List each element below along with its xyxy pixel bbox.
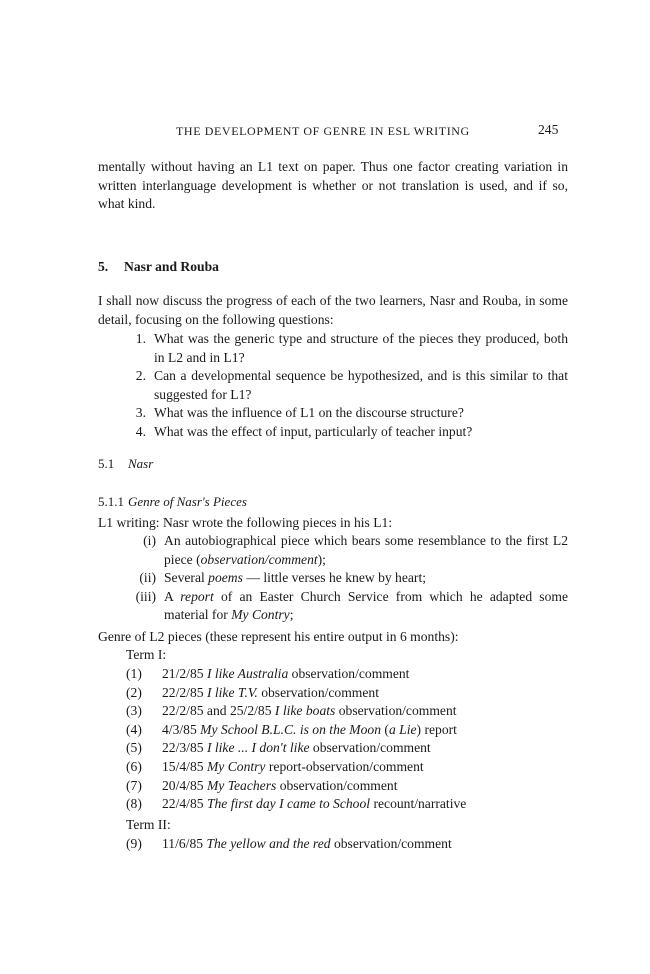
item-text: What was the influence of L1 on the discourse structure? [154,405,464,421]
piece-title: My Teachers [206,777,277,793]
item-number: (ii) [139,570,156,586]
section-number: 5.1.1 [98,494,124,509]
piece-note: a Lie [388,721,417,737]
piece-genre: observation/comment [291,666,410,681]
item-number: 1. [135,331,146,346]
list-item [126,665,566,684]
piece-title: My School B.L.C. is on the Moon [200,721,382,737]
piece-title: I like T.V. [206,684,258,700]
list-item [118,367,568,404]
list-item [120,588,568,625]
item-number: (1) [126,666,142,681]
emphasis: poems [208,570,243,586]
list-item [126,739,566,758]
section-5-paragraph: I shall now discuss the progress of each of the two learners, Nasr and Rouba, in some detail, focusing on the following questions: [98,293,568,327]
page-number: 245 [538,122,559,137]
piece-date: 22/3/85 [162,740,204,756]
item-text [164,588,568,625]
list-item [126,721,566,740]
item-number: (9) [126,836,142,851]
section-5-heading [98,259,219,275]
text: Several [164,570,209,586]
section-5-1-1-heading [98,494,247,510]
term-1-label: Term I: [126,647,167,662]
text: ; [289,607,294,623]
item-number: 2. [135,368,146,384]
item-text [162,795,566,814]
question-list [118,330,568,442]
piece-genre: report [424,721,457,737]
item-number: (7) [126,777,142,793]
text: An autobiographical piece which bears some resemblance to the first L2 piece ( [164,533,568,567]
item-number: (2) [126,684,142,700]
section-number: 5.1 [98,456,115,471]
piece-title: I like Australia [206,666,289,681]
item-number: (6) [126,758,142,774]
piece-date: 4/3/85 [162,721,197,737]
item-text [162,758,566,777]
piece-genre: observation/comment [279,777,398,793]
list-item [126,777,566,796]
item-text [162,665,566,684]
term-2-label: Term II: [126,817,171,832]
item-number: (i) [143,533,156,548]
item-text [162,684,566,703]
piece-date: 22/2/85 and 25/2/85 [162,703,272,719]
section-5-1-heading [98,456,153,472]
list-item [118,330,568,367]
piece-genre: observation/comment [261,684,379,700]
item-text: Can a developmental sequence be hypothesized, and is this similar to that suggested for L1? [154,368,568,402]
text: — little verses he knew by heart; [242,570,427,586]
item-number: (4) [126,721,142,737]
item-number: 4. [135,423,146,439]
list-item [126,758,566,777]
piece-date: 21/2/85 [162,666,204,681]
l1-intro: L1 writing: Nasr wrote the following pieces in his L1: [98,515,393,530]
piece-date: 15/4/85 [162,758,204,774]
item-number: (3) [126,703,142,719]
piece-genre: observation/comment [312,740,431,756]
item-text: What was the effect of input, particularly of teacher input? [154,423,473,439]
l2-intro: Genre of L2 pieces (these represent his entire output in 6 months): [98,629,459,644]
text: of an Easter Church Service from which he adapted some material for [164,588,568,623]
section-title: Genre of Nasr's Pieces [128,494,247,509]
list-item [120,532,568,569]
piece-title: I like ... I don't like [206,740,310,756]
item-text [162,739,566,758]
l1-list [120,532,568,625]
list-item [118,404,568,423]
text: ); [317,551,326,567]
item-text: 4/3/85 My School B.L.C. is on the Moon (a Lie) report [162,721,457,737]
item-text: What was the generic type and structure of the pieces they produced, both in L2 and in L1? [154,331,568,365]
item-number: (8) [126,796,142,812]
list-item [126,702,566,721]
item-text [164,532,568,569]
item-number: 3. [135,405,146,421]
piece-title: The first day I came to School [206,796,371,812]
item-text [162,777,566,796]
section-title: Nasr and Rouba [124,259,219,274]
term-1-list [126,665,566,814]
piece-genre: observation/comment [338,703,457,719]
running-head: THE DEVELOPMENT OF GENRE IN ESL WRITING [176,124,470,138]
term-2-list [126,835,566,854]
list-item [126,684,566,703]
piece-date: 20/4/85 [162,777,204,793]
piece-title: I like boats [274,703,336,719]
piece-date: 22/4/85 [162,796,204,812]
piece-genre: observation/comment [333,836,452,851]
emphasis: report [180,588,214,604]
piece-title: The yellow and the red [206,836,331,851]
section-number: 5. [98,259,109,274]
item-text [164,569,568,588]
text: A [164,588,181,604]
section-title: Nasr [128,456,154,471]
list-item [126,835,566,854]
intro-paragraph: mentally without having an L1 text on paper. Thus one factor creating variation in written interlanguage development is whether or not translation is used, and if so, what kind. [98,159,568,212]
list-item [126,795,566,814]
emphasis: My Contry [231,607,290,623]
piece-date: 22/2/85 [162,684,204,700]
item-number: (iii) [135,588,156,604]
piece-title: My Contry [206,758,266,774]
piece-date: 11/6/85 [162,836,204,851]
item-text [162,702,566,721]
piece-genre: recount/narrative [373,796,467,812]
list-item [118,423,568,442]
item-text [162,835,566,854]
item-number: (5) [126,740,142,756]
emphasis: observation/comment [200,551,318,567]
piece-genre: report-observation/comment [268,758,424,774]
list-item [120,569,568,588]
